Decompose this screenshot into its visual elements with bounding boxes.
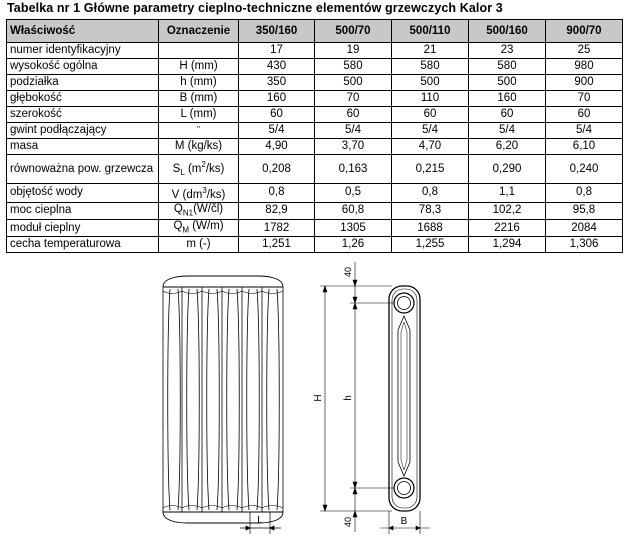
symbol-end: /ks): [205, 163, 225, 176]
row-value: 19: [315, 43, 392, 59]
label-B: B: [400, 516, 408, 527]
row-value: 1,1: [469, 184, 546, 203]
row-value: 110: [392, 91, 469, 107]
row-value: 1,306: [546, 237, 623, 253]
symbol-superscript: 2: [201, 160, 206, 170]
row-value: 95,8: [546, 202, 623, 219]
row-symbol: m (-): [159, 237, 239, 253]
row-property: szerokość: [7, 107, 159, 123]
row-value: 5/4: [546, 123, 623, 139]
row-property: masa: [7, 139, 159, 155]
symbol-end: (W/m): [189, 220, 224, 233]
header-model-500-110: 500/110: [392, 20, 469, 43]
row-value: 5/4: [469, 123, 546, 139]
row-value: 0,208: [239, 155, 315, 184]
row-value: 980: [546, 59, 623, 75]
label-h: h: [343, 395, 354, 401]
row-value: 17: [239, 43, 315, 59]
row-property: wysokość ogólna: [7, 59, 159, 75]
row-property: cecha temperaturowa: [7, 237, 159, 253]
symbol-end: (W/čl): [193, 202, 224, 215]
row-symbol: H (mm): [159, 59, 239, 75]
symbol-subscript: M: [182, 225, 190, 235]
row-value: 1,255: [392, 237, 469, 253]
row-value: 60,8: [315, 202, 392, 219]
header-model-500-70: 500/70: [315, 20, 392, 43]
table-title: Tabelka nr 1 Główne parametry cieplno-techniczne elementów grzewczych Kalor 3: [7, 1, 503, 15]
radiator-side-view: [389, 286, 420, 511]
symbol-subscript: N1: [182, 208, 194, 218]
row-value: 25: [546, 43, 623, 59]
row-value: 23: [469, 43, 546, 59]
label-H: H: [313, 394, 324, 402]
row-value: 3,70: [315, 139, 392, 155]
row-symbol: h (mm): [159, 75, 239, 91]
row-value: 60: [546, 107, 623, 123]
radiator-front-view: [163, 276, 283, 523]
row-value: 0,290: [469, 155, 546, 184]
row-value: 580: [315, 59, 392, 75]
row-value: 60: [469, 107, 546, 123]
row-value: 60: [239, 107, 315, 123]
row-property: objętość wody: [7, 184, 159, 203]
symbol-end: /ks): [206, 188, 226, 201]
symbol-subscript: L: [180, 168, 185, 178]
row-value: 6,10: [546, 139, 623, 155]
row-value: 21: [392, 43, 469, 59]
row-value: 60: [315, 107, 392, 123]
label-L: L: [257, 515, 263, 526]
row-value: 60: [392, 107, 469, 123]
row-value: 0,215: [392, 155, 469, 184]
row-value: 0,240: [546, 155, 623, 184]
symbol-base: Q: [173, 202, 183, 215]
row-value: 5/4: [392, 123, 469, 139]
row-property: głębokość: [7, 91, 159, 107]
row-property: numer identyfikacyjny: [7, 43, 159, 59]
row-value: 0,8: [392, 184, 469, 203]
row-value: 2084: [546, 220, 623, 237]
row-value: 1305: [315, 220, 392, 237]
symbol-base: Q: [173, 220, 183, 233]
row-value: 580: [392, 59, 469, 75]
label-bottom-40: 40: [343, 516, 353, 528]
row-value: 70: [546, 91, 623, 107]
row-symbol: B (mm): [159, 91, 239, 107]
header-property: Właściwość: [7, 20, 159, 43]
row-value: 500: [469, 75, 546, 91]
row-symbol: M (kg/ks): [159, 139, 239, 155]
label-top-40: 40: [343, 266, 353, 278]
header-symbol: Oznaczenie: [159, 20, 239, 43]
row-value: 0,8: [239, 184, 315, 203]
symbol-rest: (m: [184, 163, 202, 176]
row-value: 6,20: [469, 139, 546, 155]
row-value: 4,70: [392, 139, 469, 155]
row-value: 1,251: [239, 237, 315, 253]
row-value: 5/4: [239, 123, 315, 139]
row-value: 430: [239, 59, 315, 75]
row-symbol: L (mm): [159, 107, 239, 123]
row-value: 900: [546, 75, 623, 91]
symbol-base: S: [172, 163, 181, 176]
row-value: 102,2: [469, 202, 546, 219]
row-value: 160: [469, 91, 546, 107]
row-value: 1688: [392, 220, 469, 237]
row-value: 580: [469, 59, 546, 75]
row-symbol: ": [159, 123, 239, 139]
row-value: 500: [392, 75, 469, 91]
row-value: 70: [315, 91, 392, 107]
row-property: moc cieplna: [7, 202, 159, 219]
header-model-900-70: 900/70: [546, 20, 623, 43]
row-value: 1,26: [315, 237, 392, 253]
symbol-superscript: 3: [202, 186, 207, 195]
row-property: moduł cieplny: [7, 220, 159, 237]
symbol-base: V (dm: [171, 188, 203, 201]
row-value: 5/4: [315, 123, 392, 139]
row-value: 160: [239, 91, 315, 107]
header-model-350-160: 350/160: [239, 20, 315, 43]
row-value: 0,8: [546, 184, 623, 203]
row-value: 2216: [469, 220, 546, 237]
row-value: 78,3: [392, 202, 469, 219]
row-value: 1,294: [469, 237, 546, 253]
row-value: 82,9: [239, 202, 315, 219]
row-property: gwint podłączający: [7, 123, 159, 139]
row-value: 350: [239, 75, 315, 91]
row-property: podziałka: [7, 75, 159, 91]
row-property: równoważna pow. grzewcza: [7, 155, 159, 184]
row-value: 500: [315, 75, 392, 91]
row-value: 0,163: [315, 155, 392, 184]
row-value: 0,5: [315, 184, 392, 203]
row-value: 4,90: [239, 139, 315, 155]
row-value: 1782: [239, 220, 315, 237]
header-model-500-160: 500/160: [469, 20, 546, 43]
